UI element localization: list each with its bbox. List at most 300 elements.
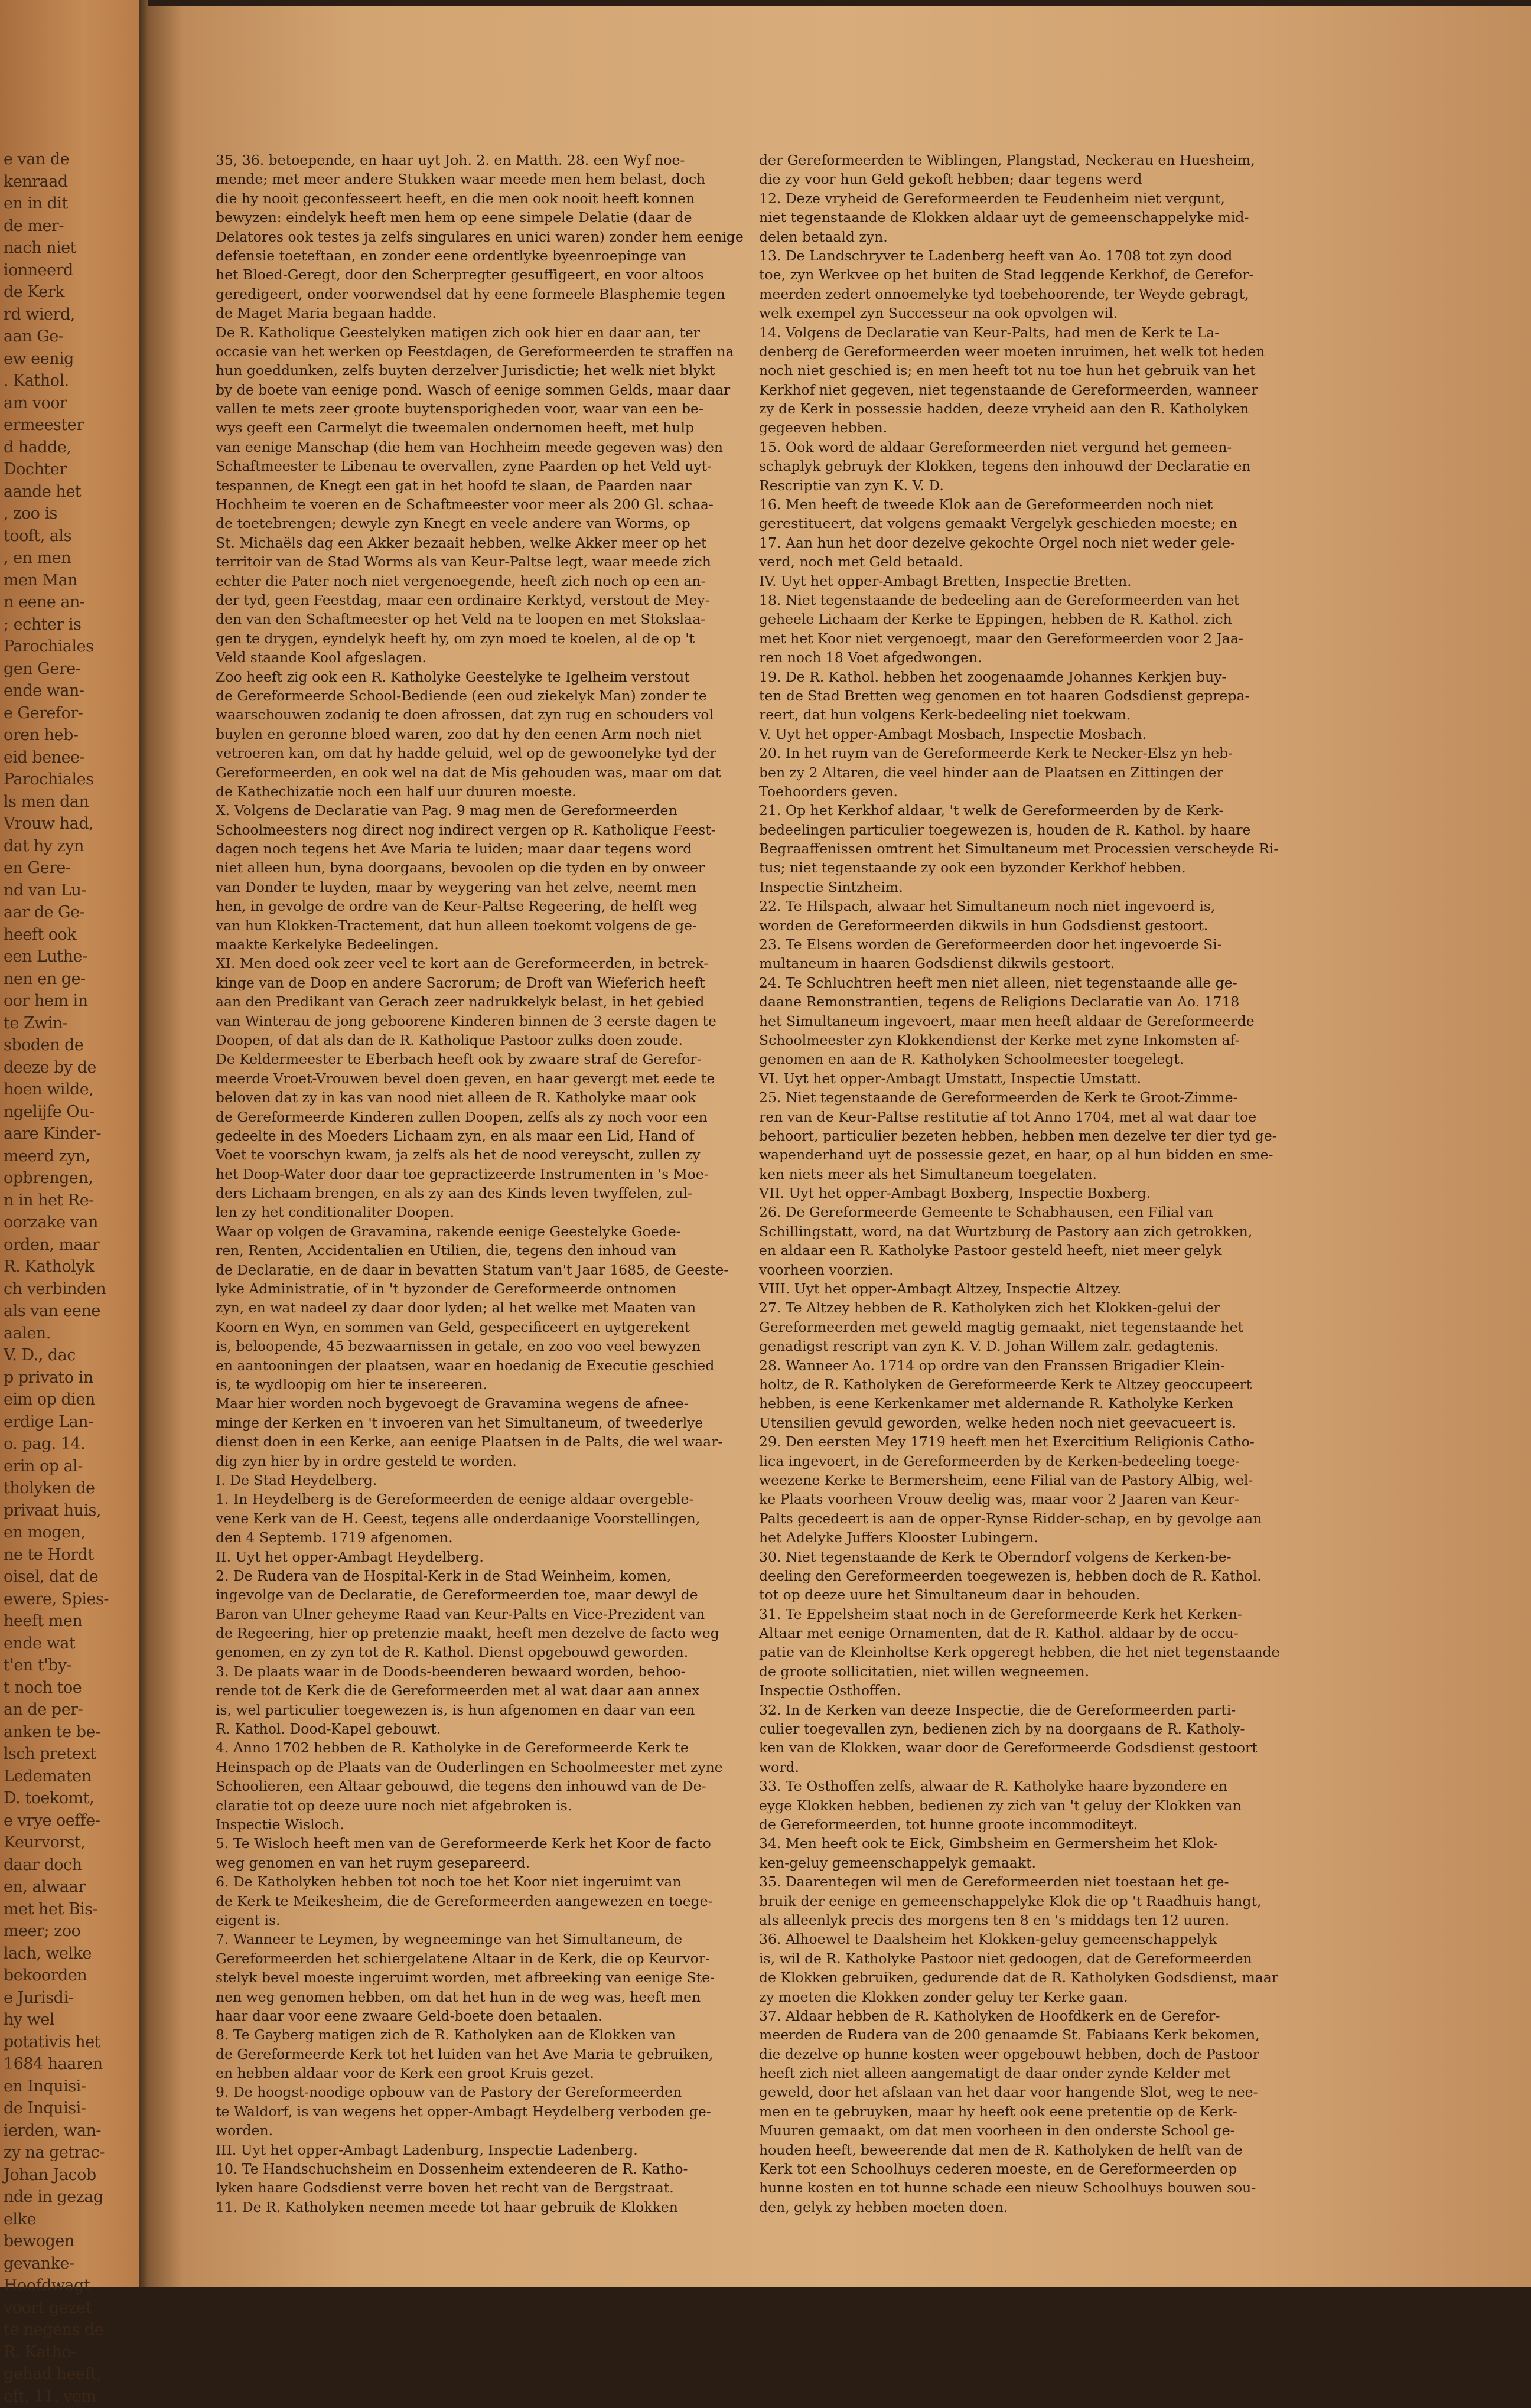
left-page-fragment: 1684 haaren [4, 2055, 103, 2073]
left-column-line: is, beloopende, 45 bezwaarnissen in getale, en zoo voo veel bewyzen [216, 1338, 701, 1355]
left-page-fragment: privaat huis, [4, 1501, 102, 1520]
right-column-line: 35. Daarentegen wil men de Gereformeerden niet toestaan het ge- [759, 1873, 1229, 1891]
right-column-line: word. [759, 1758, 800, 1775]
left-page-fragment: elke [4, 2210, 36, 2228]
right-column-line: VI. Uyt het opper-Ambagt Umstatt, Inspectie Umstatt. [759, 1070, 1142, 1087]
book-gutter [139, 0, 148, 2287]
right-column-line: reert, dat hun volgens Kerk-bedeeling niet toekwam. [759, 706, 1131, 724]
left-page-fragment: heeft men [4, 1612, 83, 1630]
left-column-line: Maar hier worden noch bygevoegt de Gravamina wegens de afnee- [216, 1395, 689, 1412]
right-column-line: meerden de Rudera van de 200 genaamde St. Fabiaans Kerk bekomen, [759, 2026, 1260, 2044]
left-page-fragment: Parochiales [4, 637, 94, 656]
right-column-line: 36. Alhoewel te Daalsheim het Klokken-geluy gemeenschappelyk [759, 1931, 1217, 1948]
left-page-fragment: daar doch [4, 1855, 82, 1874]
left-column-line: Hochheim te voeren en de Schaftmeester voor meer als 200 Gl. schaa- [216, 496, 714, 513]
left-page-fragment: n eene an- [4, 593, 85, 611]
left-column-line: nen weg genomen hebben, om dat het hun in de weg was, heeft men [216, 1988, 701, 2005]
left-page-fragment: tholyken de [4, 1479, 95, 1497]
left-column-line: vene Kerk van de H. Geest, tegens alle onderdaanige Voorstellingen, [216, 1510, 701, 1527]
left-page-fragment: t noch toe [4, 1678, 82, 1697]
right-column-line: 26. De Gereformeerde Gemeente te Schabhausen, een Filial van [759, 1204, 1213, 1221]
right-column-line: 14. Volgens de Declaratie van Keur-Palts, had men de Kerk te La- [759, 324, 1220, 341]
right-column-line: gegeeven hebben. [759, 419, 888, 436]
left-column-line: de Maget Maria begaan hadde. [216, 305, 437, 322]
left-column-line: Gereformeerden het schiergelatene Altaar in de Kerk, die op Keurvor- [216, 1950, 710, 1967]
left-page-fragment: p privato in [4, 1368, 93, 1387]
right-text-column [759, 151, 1438, 2217]
left-column-line: bewyzen: eindelyk heeft men hem op eene simpele Delatie (daar de [216, 209, 692, 226]
right-column-line: noch niet geschied is; en men heeft tot nu toe hun het gebruik van het [759, 362, 1256, 379]
left-column-line: Koorn en Wyn, en sommen van Geld, gespecificeert en uytgerekent [216, 1318, 690, 1335]
right-column-line: 27. Te Altzey hebben de R. Katholyken zich het Klokken-gelui der [759, 1299, 1220, 1317]
left-page-fragment: sboden de [4, 1036, 84, 1054]
left-column-line: Zoo heeft zig ook een R. Katholyke Geestelyke te Igelheim verstout [216, 668, 690, 685]
left-column-line: lyke Administratie, of in 't byzonder de Gereformeerde ontnomen [216, 1280, 677, 1298]
left-page-fragment: aan Ge- [4, 327, 64, 346]
left-page-fragment: am voor [4, 393, 67, 412]
right-column-line: bedeelingen particulier toegewezen is, houden de R. Kathol. by haare [759, 821, 1251, 838]
left-page-fragment: e vrye oeffe- [4, 1811, 100, 1830]
left-page-fragment: men Man [4, 571, 78, 589]
left-column-line: meerde Vroet-Vrouwen bevel doen geven, en haar gevergt met eede te [216, 1070, 715, 1087]
left-column-line: Waar op volgen de Gravamina, rakende eenige Geestelyke Goede- [216, 1223, 681, 1240]
right-column-line: culier toegevallen zyn, bedienen zich by na doorgaans de R. Katholy- [759, 1721, 1245, 1738]
left-column-line: en aantooningen der plaatsen, waar en hoedanig de Executie geschied [216, 1357, 715, 1374]
left-page-fragment: ende wan- [4, 682, 84, 700]
left-page-fragment: Vrouw had, [4, 814, 94, 833]
left-page-fragment: de Inquisi- [4, 2099, 86, 2117]
left-column-line: stelyk bevel moeste ingeruimt worden, met afbreeking van eenige Ste- [216, 1969, 715, 1986]
left-page-fragment: e van de [4, 150, 70, 168]
left-column-line: St. Michaëls dag een Akker bezaait hebben, welke Akker meer op het [216, 534, 707, 551]
left-page-fragment: aar de Ge- [4, 903, 85, 921]
left-page-fragment: potativis het [4, 2032, 101, 2051]
left-page-fragment: en, alwaar [4, 1878, 86, 1896]
right-column-line: lica ingevoert, in de Gereformeerden by de Kerken-bedeeling toege- [759, 1452, 1240, 1469]
left-column-line: Baron van Ulner geheyme Raad van Keur-Palts en Vice-Prezident van [216, 1605, 705, 1622]
left-page-fragment: lsch pretext [4, 1745, 96, 1763]
right-column-line: 30. Niet tegenstaande de Kerk te Oberndorf volgens de Kerken-be- [759, 1548, 1232, 1565]
right-column-line: Gereformeerden met geweld magtig gemaakt, niet tegenstaande het [759, 1318, 1244, 1335]
right-column-line: voorheen voorzien. [759, 1261, 894, 1278]
left-page-fragment: kenraad [4, 172, 68, 191]
left-column-line: 6. De Katholyken hebben tot noch toe het Koor niet ingeruimt van [216, 1873, 682, 1891]
left-column-line: kinge van de Doop en andere Sacrorum; de Droft van Wieferich heeft [216, 974, 705, 991]
right-column-line: met het Koor niet vergenoegt, maar den Gereformeerden voor 2 Jaa- [759, 630, 1243, 647]
left-column-line: wys geeft een Carmelyt die tweemalen ondernomen heeft, met hulp [216, 419, 695, 436]
right-column-line: hebben, is eene Kerkenkamer met aldernande R. Katholyke Kerken [759, 1395, 1234, 1412]
right-column-line: Utensilien gevuld geworden, welke heden noch niet geevacueert is. [759, 1414, 1236, 1431]
left-column-line: Schoolmeesters nog direct nog indirect vergen op R. Katholique Feest- [216, 821, 716, 838]
left-page-fragment: meer; zoo [4, 1922, 81, 1940]
left-column-line: aan den Predikant van Gerach zeer nadrukkelyk belast, in het gebied [216, 993, 705, 1011]
left-page-fragment: tooft, als [4, 526, 71, 545]
left-page-fragment: Ledematen [4, 1767, 92, 1785]
left-column-line: waarschouwen zodanig te doen afrossen, dat zyn rug en schouders vol [216, 706, 714, 724]
left-column-line: dig zyn hier by in ordre gesteld te worden. [216, 1452, 517, 1469]
left-column-line: haar daar voor eene zwaare Geld-boete doen betaalen. [216, 2007, 602, 2024]
left-page-fragment: eft, 11. vem [4, 2387, 96, 2406]
right-column-line: 19. De R. Kathol. hebben het zoogenaamde Johannes Kerkjen buy- [759, 668, 1227, 685]
left-page-fragment: dat hy zyn [4, 836, 84, 855]
left-column-line: De Keldermeester te Eberbach heeft ook by zwaare straf de Gerefor- [216, 1051, 702, 1068]
left-column-line: Voet te voorschyn kwam, ja zelfs als het de nood vereyscht, zullen zy [216, 1146, 701, 1164]
right-column-line: 34. Men heeft ook te Eick, Gimbsheim en Germersheim het Klok- [759, 1835, 1218, 1852]
left-page-fragment: aalen. [4, 1324, 51, 1343]
right-column-line: 28. Wanneer Ao. 1714 op ordre van den Franssen Brigadier Klein- [759, 1357, 1225, 1374]
right-column-line: 23. Te Elsens worden de Gereformeerden door het ingevoerde Si- [759, 936, 1222, 953]
right-column-line: genadigst rescript van zyn K. V. D. Johan Willem zalr. gedagtenis. [759, 1338, 1219, 1355]
left-page-fragment: ewere, Spies- [4, 1589, 109, 1608]
left-column-line: de toetebrengen; dewyle zyn Knegt en veele andere van Worms, op [216, 515, 690, 532]
left-page-fragment: nach niet [4, 239, 76, 257]
left-column-line: III. Uyt het opper-Ambagt Ladenburg, Inspectie Ladenberg. [216, 2141, 638, 2158]
right-column-line: houden heeft, beweerende dat men de R. Katholyken de helft van de [759, 2141, 1243, 2158]
left-page-fragment: ermeester [4, 416, 84, 434]
left-column-line: Schaftmeester te Libenau te overvallen, zyne Paarden op het Veld uyt- [216, 458, 712, 475]
left-column-line: 5. Te Wisloch heeft men van de Gereformeerde Kerk het Koor de facto [216, 1835, 711, 1852]
right-column-line: ren noch 18 Voet afgedwongen. [759, 649, 982, 666]
right-column-line: ken niets meer als het Simultaneum toegelaten. [759, 1165, 1097, 1182]
right-column-line: zy moeten die Klokken zonder geluy ter Kerke gaan. [759, 1988, 1128, 2005]
left-page-fragment: te negens de [4, 2321, 104, 2339]
right-column-line: Kerk tot een Schoolhuys cederen moeste, en de Gereformeerden op [759, 2161, 1237, 2178]
left-page-fragment: ngelijfe Ou- [4, 1102, 95, 1121]
left-column-line: vetroeren kan, om dat hy hadde geluid, wel op de gewoonelyke tyd der [216, 745, 716, 762]
left-page-fragment: opbrengen, [4, 1169, 93, 1187]
right-column-line: Kerkhof niet gegeven, niet tegenstaande de Gereformeerden, wanneer [759, 381, 1258, 398]
right-column-line: deeling den Gereformeerden toegewezen is, hebben doch de R. Kathol. [759, 1567, 1262, 1584]
right-column-line: eyge Klokken hebben, bedienen zy zich van 't geluy der Klokken van [759, 1797, 1242, 1814]
left-page-fragment: o. pag. 14. [4, 1435, 86, 1453]
left-column-line: ingevolge van de Declaratie, de Gereformeerden toe, maar dewyl de [216, 1586, 698, 1604]
left-column-line: defensie toeteftaan, en zonder eene ordentlyke byeenroepinge van [216, 247, 687, 264]
left-column-line: 2. De Rudera van de Hospital-Kerk in de Stad Weinheim, komen, [216, 1567, 672, 1584]
left-page-fragment: ionneerd [4, 260, 73, 279]
left-column-line: Doopen, of dat als dan de R. Katholique Pastoor zulks doen zoude. [216, 1031, 683, 1048]
left-page-fragment: nd van Lu- [4, 881, 87, 900]
right-column-line: bruik der eenige en gemeenschappelyke Klok die op 't Raadhuis hangt, [759, 1892, 1262, 1910]
left-page-fragment: D. toekomt, [4, 1789, 95, 1807]
right-column-line: 37. Aldaar hebben de R. Katholyken de Hoofdkerk en de Gerefor- [759, 2007, 1220, 2024]
left-column-line: claratie tot op deeze uure noch niet afgebroken is. [216, 1797, 572, 1814]
right-column-line: der Gereformeerden te Wiblingen, Plangstad, Neckerau en Huesheim, [759, 152, 1255, 168]
left-column-line: hen, in gevolge de ordre van de Keur-Paltse Regeering, de helft weg [216, 898, 698, 915]
left-page-fragment: nen en ge- [4, 969, 86, 988]
page-shadow [148, 6, 183, 2287]
right-column-line: 12. Deze vryheid de Gereformeerden te Feudenheim niet vergunt, [759, 190, 1225, 207]
left-page-fragment: aare Kinder- [4, 1125, 102, 1143]
right-column-line: Schoolmeester zyn Klokkendienst der Kerke met zyne Inkomsten af- [759, 1031, 1240, 1048]
left-page-fragment: Hoofdwagt [4, 2276, 90, 2295]
left-column-line: Heinspach op de Plaats van de Ouderlingen en Schoolmeester met zyne [216, 1758, 723, 1775]
right-column-line: niet tegenstaande de Klokken aldaar uyt de gemeenschappelyke mid- [759, 209, 1249, 226]
left-column-line: echter die Pater noch niet vergenoegende, heeft zich noch op een an- [216, 572, 706, 589]
right-column-line: weezene Kerke te Bermersheim, eene Filial van de Pastory Albig, wel- [759, 1471, 1253, 1488]
left-page-fragment: rd wierd, [4, 305, 75, 324]
left-column-line: van eenige Manschap (die hem van Hochheim meede gegeven was) den [216, 438, 724, 455]
left-page-fragment: eim op dien [4, 1390, 95, 1409]
right-column-line: multaneum in haaren Godsdienst dikwils gestoort. [759, 955, 1115, 972]
left-column-line: De R. Katholique Geestelyken matigen zich ook hier en daar aan, ter [216, 324, 700, 341]
right-column-line: holtz, de R. Katholyken de Gereformeerde Kerk te Altzey geoccupeert [759, 1376, 1252, 1393]
right-column-line: 24. Te Schluchtren heeft men niet alleen, niet tegenstaande alle ge- [759, 974, 1237, 991]
left-column-line: minge der Kerken en 't invoeren van het Simultaneum, of tweederlye [216, 1414, 703, 1431]
left-column-line: het Bloed-Geregt, door den Scherpregter gesuffigeert, en voor altoos [216, 266, 704, 284]
right-column-line: 31. Te Eppelsheim staat noch in de Gereformeerde Kerk het Kerken- [759, 1605, 1242, 1622]
left-column-line: territoir van de Stad Worms als van Keur-Paltse legt, waar meede zich [216, 553, 711, 571]
right-column-line: die dezelve op hunne kosten weer opgebouwt hebben, doch de Pastoor [759, 2045, 1259, 2062]
left-page-fragment: t'en t'by- [4, 1656, 72, 1674]
right-column-line: worden de Gereformeerden dikwils in hun Godsdienst gestoort. [759, 917, 1208, 934]
right-column-line: patie van de Kleinholtse Kerk opgeregt hebben, die het niet tegenstaande [759, 1644, 1280, 1661]
right-column-line: ten de Stad Bretten weg genomen en tot haaren Godsdienst geprepa- [759, 687, 1250, 704]
left-column-line: den 4 Septemb. 1719 afgenomen. [216, 1529, 453, 1546]
left-column-line: 8. Te Gayberg matigen zich de R. Katholyken aan de Klokken van [216, 2026, 676, 2044]
left-page-fragment: erdige Lan- [4, 1412, 93, 1431]
left-page-fragment: met het Bis- [4, 1899, 98, 1918]
left-column-line: gedeelte in des Moeders Lichaam zyn, en als maar een Lid, Hand of [216, 1127, 695, 1144]
left-page-fragment: e Jurisdi- [4, 1988, 74, 2007]
left-page-fragment: voort gezet [4, 2298, 92, 2317]
left-column-line: mende; met meer andere Stukken waar meede men hem belast, doch [216, 171, 706, 188]
left-page-fragment: Dochter [4, 460, 67, 478]
right-column-line: VII. Uyt het opper-Ambagt Boxberg, Inspectie Boxberg. [759, 1185, 1151, 1202]
right-column-line: gerestitueert, dat volgens gemaakt Vergelyk geschieden moeste; en [759, 515, 1237, 532]
left-column-line: ren, Renten, Accidentalien en Utilien, die, tegens den inhoud van [216, 1242, 676, 1259]
left-page-fragment: orden, maar [4, 1235, 100, 1254]
left-column-line: 10. Te Handschuchsheim en Dossenheim extendeeren de R. Katho- [216, 2161, 688, 2178]
left-page-fragment: hoen wilde, [4, 1080, 94, 1099]
left-text-column [216, 151, 806, 2217]
left-column-line: de Kathechizatie noch een half uur duuren moeste. [216, 783, 576, 800]
left-page-fragment: anken te be- [4, 1722, 100, 1741]
right-column-line: geheele Lichaam der Kerke te Eppingen, hebben de R. Kathol. zich [759, 611, 1232, 628]
left-column-line: R. Kathol. Dood-Kapel gebouwt. [216, 1721, 441, 1738]
left-column-line: eigent is. [216, 1911, 281, 1928]
left-page-fragment: R. Katholyk [4, 1257, 95, 1276]
right-column-line: Altaar met eenige Ornamenten, dat de R. Kathol. aldaar by de occu- [759, 1625, 1239, 1642]
right-column-line: 15. Ook word de aldaar Gereformeerden niet vergund het gemeen- [759, 438, 1232, 455]
left-column-line: der tyd, geen Feestdag, maar een ordinaire Kerktyd, verstout de Mey- [216, 591, 710, 608]
left-column-line: tespannen, de Knegt een gat in het hoofd te slaan, de Paarden naar [216, 477, 692, 494]
left-column-line: 1. In Heydelberg is de Gereformeerden de eenige aldaar overgeble- [216, 1491, 694, 1508]
left-column-line: de Gereformeerde School-Bediende (een oud ziekelyk Man) zonder te [216, 687, 707, 704]
left-column-line: lyken haare Godsdienst verre boven het recht van de Bergstraat. [216, 2179, 674, 2197]
left-page-fragment: de mer- [4, 216, 64, 235]
right-column-line: ren van de Keur-Paltse restitutie af tot Anno 1704, met al wat daar toe [759, 1108, 1257, 1125]
right-column-line: de Gereformeerden, tot hunne groote incommoditeyt. [759, 1816, 1138, 1833]
left-column-line: van Winterau de jong geboorene Kinderen binnen de 3 eerste dagen te [216, 1012, 716, 1029]
left-column-line: Schoolieren, een Altaar gebouwd, die tegens den inhouwd van de De- [216, 1778, 706, 1795]
left-page-fragment: ew eenig [4, 349, 74, 368]
left-page-fragment: Parochiales [4, 770, 94, 788]
left-column-line: de Gereformeerde Kerk tot het luiden van het Ave Maria te gebruiken, [216, 2045, 714, 2062]
left-page-fragment: oren heb- [4, 726, 79, 744]
left-column-line: Inspectie Wisloch. [216, 1816, 344, 1833]
right-column-line: denberg de Gereformeerden weer moeten inruimen, het welk tot heden [759, 343, 1265, 360]
left-page-fragment: oor hem in [4, 992, 88, 1010]
right-column-line: tot op deeze uure het Simultaneum daar in behouden. [759, 1586, 1141, 1604]
left-page-fragment: Keurvorst, [4, 1833, 86, 1852]
left-page-fragment: lach, welke [4, 1944, 92, 1963]
book-page [148, 6, 1531, 2287]
left-column-line: die hy nooit geconfesseert heeft, en die men ook nooit heeft konnen [216, 190, 695, 207]
left-page-fragment: Johan Jacob [4, 2165, 96, 2184]
left-page-fragment: eid benee- [4, 748, 85, 767]
left-page-fragment: en mogen, [4, 1523, 86, 1542]
left-page-fragment: te Zwin- [4, 1014, 68, 1032]
left-column-line: occasie van het werken op Feestdagen, de Gereformeerden te straffen na [216, 343, 734, 360]
right-column-line: ken van de Klokken, waar door de Gereformeerde Godsdienst gestoort [759, 1739, 1258, 1757]
left-column-line: buylen en geronne bloed waren, zoo dat hy den eenen Arm noch niet [216, 725, 702, 742]
left-column-line: beloven dat zy in kas van nood niet alleen de R. Katholyke maar ook [216, 1089, 696, 1106]
left-page-fragment: d hadde, [4, 438, 71, 457]
right-column-line: Muuren gemaakt, om dat men voorheen in den onderste School ge- [759, 2122, 1235, 2139]
left-column-line: X. Volgens de Declaratie van Pag. 9 mag men de Gereformeerden [216, 802, 677, 819]
right-column-line: VIII. Uyt het opper-Ambagt Altzey, Inspectie Altzey. [759, 1280, 1122, 1298]
left-page-fragment: nde in gezag [4, 2188, 103, 2206]
right-column-line: 18. Niet tegenstaande de bedeeling aan de Gereformeerden van het [759, 591, 1240, 608]
left-page-fragment: als van eene [4, 1302, 100, 1320]
left-column-line: hun goeddunken, zelfs buyten derzelver Jurisdictie; het welk niet blykt [216, 362, 715, 379]
right-column-line: het Simultaneum ingevoert, maar men heeft aldaar de Gereformeerde [759, 1012, 1255, 1029]
left-page-fragment: ende wat [4, 1634, 76, 1653]
right-column-line: wapenderhand uyt de possessie gezet, en haar, op al hun bidden en sme- [759, 1146, 1273, 1164]
left-column-line: 3. De plaats waar in de Doods-beenderen bewaard worden, behoo- [216, 1663, 686, 1680]
left-column-line: de Gereformeerde Kinderen zullen Doopen, zelfs als zy noch voor een [216, 1108, 708, 1125]
right-column-line: ben zy 2 Altaren, die veel hinder aan de Plaatsen en Zittingen der [759, 764, 1223, 781]
left-page-fragment: e Gerefor- [4, 703, 83, 722]
left-column-line: het Doop-Water door daar toe gepractizeerde Instrumenten in 's Moe- [216, 1165, 709, 1182]
right-column-line: Rescriptie van zyn K. V. D. [759, 477, 944, 494]
right-column-line: de groote sollicitatien, niet willen wegneemen. [759, 1663, 1090, 1680]
left-column-line: worden. [216, 2122, 273, 2139]
right-column-line: meerden zedert onnoemelyke tyd toebehoorende, ter Weyde gebragt, [759, 285, 1249, 302]
right-column-line: de Klokken gebruiken, gedurende dat de R. Katholyken Godsdienst, maar [759, 1969, 1279, 1986]
right-column-line: 25. Niet tegenstaande de Gereformeerden de Kerk te Groot-Zimme- [759, 1089, 1238, 1106]
left-page-fragment: en Inquisi- [4, 2077, 86, 2096]
right-column-line: heeft zich niet alleen aangematigt de daar onder zynde Kelder met [759, 2065, 1231, 2082]
left-page-fragment: oisel, dat de [4, 1568, 99, 1586]
left-column-line: 4. Anno 1702 hebben de R. Katholyke in de Gereformeerde Kerk te [216, 1739, 689, 1757]
left-column-line: van Donder te luyden, maar by weygering van het zelve, neemt men [216, 878, 697, 895]
left-page-fragment: bekoorden [4, 1966, 87, 1985]
right-column-line: het Adelyke Juffers Klooster Lubingern. [759, 1529, 1038, 1546]
left-column-line: en hebben aldaar voor de Kerk een groot Kruis gezet. [216, 2065, 594, 2082]
right-column-line: 16. Men heeft de tweede Klok aan de Gereformeerden noch niet [759, 496, 1213, 513]
left-page-fragment: meerd zyn, [4, 1146, 90, 1165]
left-page-edge [0, 0, 139, 2406]
right-column-line: Toehoorders geven. [759, 783, 898, 800]
left-column-line: dienst doen in een Kerke, aan eenige Plaatsen in de Palts, die wel waar- [216, 1433, 723, 1451]
left-column-line: de Kerk te Meikesheim, die de Gereformeerden aangewezen en toege- [216, 1892, 713, 1910]
left-page-fragment: aande het [4, 482, 82, 501]
right-column-line: geweld, door het afslaan van het daar voor hangende Slot, weg te nee- [759, 2084, 1258, 2101]
left-column-line: is, te wydloopig om hier te insereeren. [216, 1376, 488, 1393]
left-page-fragment: an de per- [4, 1700, 83, 1719]
right-column-line: 21. Op het Kerkhof aldaar, 't welk de Gereformeerden by de Kerk- [759, 802, 1224, 819]
left-column-line: den van den Schaftmeester op het Veld na te loopen en met Stokslaa- [216, 611, 706, 628]
right-column-line: hunne kosten en tot hunne schade een nieuw Schoolhuys bouwen sou- [759, 2179, 1256, 2197]
left-column-line: ders Lichaam brengen, en als zy aan des Kinds leven twyffelen, zul- [216, 1185, 692, 1202]
right-column-line: schaplyk gebruyk der Klokken, tegens den inhouwd der Declaratie en [759, 458, 1251, 475]
right-column-line: 22. Te Hilspach, alwaar het Simultaneum noch niet ingevoerd is, [759, 898, 1216, 915]
right-column-line: behoort, particulier bezeten hebben, hebben men dezelve ter dier tyd ge- [759, 1127, 1277, 1144]
left-page-fragment: de Kerk [4, 283, 65, 301]
left-column-line: I. De Stad Heydelberg. [216, 1471, 377, 1488]
left-page-fragment: gevanke- [4, 2254, 74, 2273]
right-column-line: 33. Te Osthoffen zelfs, alwaar de R. Katholyke haare byzondere en [759, 1778, 1228, 1795]
left-page-fragment: gehad heeft, [4, 2365, 102, 2383]
right-column-line: als alleenlyk precis des morgens ten 8 en 's middags ten 12 uuren. [759, 1911, 1230, 1928]
right-column-line: Begraaffenissen omtrent het Simultaneum met Processien verscheyde Ri- [759, 840, 1279, 858]
left-page-fragment: V. D., dac [4, 1346, 76, 1364]
left-page-fragment: . Kathol. [4, 372, 69, 390]
left-page-fragment: , en men [4, 549, 71, 567]
left-column-line: de Regeering, hier op pretenzie maakt, heeft men dezelve de facto weg [216, 1625, 719, 1642]
right-column-line: 17. Aan hun het door dezelve gekochte Orgel noch niet weder gele- [759, 534, 1236, 551]
left-page-fragment: en in dit [4, 194, 68, 213]
right-column-line: IV. Uyt het opper-Ambagt Bretten, Inspectie Bretten. [759, 572, 1132, 589]
right-column-line: welk exempel zyn Successeur na ook opvolgen wil. [759, 305, 1118, 322]
right-column-line: den, gelyk zy hebben moeten doen. [759, 2198, 1008, 2215]
right-column-line: zy de Kerk in possessie hadden, deeze vryheid aan den R. Katholyken [759, 400, 1249, 418]
right-column-line: daane Remonstrantien, tegens de Religions Declaratie van Ao. 1718 [759, 993, 1240, 1011]
left-column-line: weg genomen en van het ruym gesepareerd. [216, 1854, 530, 1871]
left-page-fragment: n in het Re- [4, 1191, 94, 1210]
left-page-fragment: hy wel [4, 2011, 54, 2029]
left-column-line: XI. Men doed ook zeer veel te kort aan de Gereformeerden, in betrek- [216, 955, 709, 972]
right-column-line: Inspectie Sintzheim. [759, 878, 903, 895]
left-column-line: 35, 36. betoepende, en haar uyt Joh. 2. en Matth. 28. een Wyf noe- [216, 152, 685, 168]
left-column-line: gen te drygen, eyndelyk heeft hy, om zyn moed te koelen, al de op 't [216, 630, 695, 647]
left-page-fragment: ierden, wan- [4, 2121, 102, 2140]
right-column-line: verd, noch met Geld betaald. [759, 553, 963, 571]
left-column-line: 9. De hoogst-noodige opbouw van de Pastory der Gereformeerden [216, 2084, 682, 2101]
right-column-line: Schillingstatt, word, na dat Wurtzburg de Pastory aan zich getrokken, [759, 1223, 1253, 1240]
left-page-fragment: ; echter is [4, 615, 82, 634]
left-column-line: Gereformeerden, en ook wel na dat de Mis gehouden was, maar om dat [216, 764, 721, 781]
right-column-line: ken-geluy gemeenschappelyk gemaakt. [759, 1854, 1037, 1871]
left-column-line: Veld staande Kool afgeslagen. [216, 649, 426, 666]
left-column-line: is, wel particulier toegewezen is, is hun afgenomen en daar van een [216, 1701, 695, 1718]
left-page-fragment: R. Katho- [4, 2342, 76, 2361]
right-column-line: 29. Den eersten Mey 1719 heeft men het Exercitium Religionis Catho- [759, 1433, 1255, 1451]
right-column-line: ke Plaats voorheen Vrouw deelig was, maar voor 2 Jaaren van Keur- [759, 1491, 1239, 1508]
left-page-fragment: gen Gere- [4, 659, 81, 678]
left-column-line: te Waldorf, is van wegens het opper-Ambagt Heydelberg verboden ge- [216, 2103, 711, 2120]
left-page-fragment: deeze by de [4, 1058, 96, 1077]
left-column-line: de Declaratie, en de daar in bevatten Statum van't Jaar 1685, de Geeste- [216, 1261, 729, 1278]
left-column-line: rende tot de Kerk die de Gereformeerden met al wat daar aan annex [216, 1682, 700, 1699]
left-column-line: II. Uyt het opper-Ambagt Heydelberg. [216, 1548, 484, 1565]
right-column-line: Inspectie Osthoffen. [759, 1682, 901, 1699]
left-page-fragment: ch verbinden [4, 1279, 106, 1298]
left-page-fragment: bewogen [4, 2232, 74, 2250]
left-page-fragment: erin op al- [4, 1456, 83, 1475]
right-column-line: toe, zyn Werkvee op het buiten de Stad leggende Kerkhof, de Gerefor- [759, 266, 1254, 284]
left-column-line: 7. Wanneer te Leymen, by wegneeminge van het Simultaneum, de [216, 1931, 683, 1948]
left-column-line: van hun Klokken-Tractement, dat hun alleen toekomt volgens de ge- [216, 917, 698, 934]
left-page-fragment: oorzake van [4, 1213, 98, 1231]
right-column-line: Palts gecedeert is aan de opper-Rynse Ridder-schap, en by gevolge aan [759, 1510, 1262, 1527]
right-column-line: die zy voor hun Geld gekoft hebben; daar tegens werd [759, 171, 1142, 188]
left-page-fragment: ne te Hordt [4, 1545, 94, 1564]
left-column-line: genomen, en zy zyn tot de R. Kathol. Dienst opgebouwd geworden. [216, 1644, 689, 1661]
left-column-line: zyn, en wat nadeel zy daar door lyden; al het welke met Maaten van [216, 1299, 696, 1317]
left-page-fragment: zy na getrac- [4, 2143, 105, 2162]
